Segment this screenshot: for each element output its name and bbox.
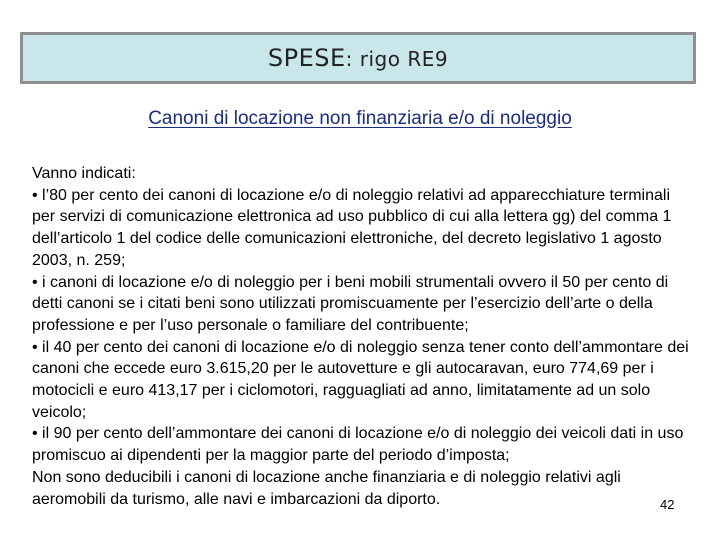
body-bullet-3: • il 40 per cento dei canoni di locazione e/o di noleggio senza tener conto dell’ammontare dei canoni che eccede euro 3.615,20 per le autovetture e gli autocaravan, euro 774,69 per i motocicli e euro 413,17 per i ciclomotori, ragguagliati ad anno, limitatamente ad un solo veicolo; <box>32 338 689 421</box>
slide-subtitle: Canoni di locazione non finanziaria e/o di noleggio <box>148 108 572 129</box>
title-box <box>20 32 696 84</box>
slide-title <box>268 44 448 72</box>
body-bullet-2: • i canoni di locazione e/o di noleggio per i beni mobili strumentali ovvero il 50 per cento di detti canoni se i citati beni sono utilizzati promiscuamente per l’esercizio dell’arte o della professione e per l’uso personale o familiare del contribuente; <box>32 273 669 334</box>
page-number: 42 <box>660 497 675 512</box>
body-bullet-1: • l’80 per cento dei canoni di locazione e/o di noleggio relativi ad apparecchiature terminali per servizi di comunicazione elettronica ad uso pubblico di cui alla lettera gg) del comma 1 dell’articolo 1 del codice delle comunicazioni elettroniche, del decreto legislativo 1 agosto 2003, n. 259; <box>32 186 672 269</box>
body-paragraph-closing: Non sono deducibili i canoni di locazione anche finanziaria e di noleggio relativi agli aeromobili da turismo, alle navi e imbarcazioni da diporto. <box>32 468 621 508</box>
slide-body <box>32 163 694 510</box>
body-paragraph-intro: Vanno indicati: <box>32 165 136 182</box>
title-main: SPESE <box>267 44 346 72</box>
body-bullet-4: • il 90 per cento dell’ammontare dei canoni di locazione e/o di noleggio dei veicoli dati in uso promiscuo ai dipendenti per la maggior parte del periodo d’imposta; <box>32 425 684 465</box>
title-rest: : rigo RE9 <box>345 47 449 71</box>
